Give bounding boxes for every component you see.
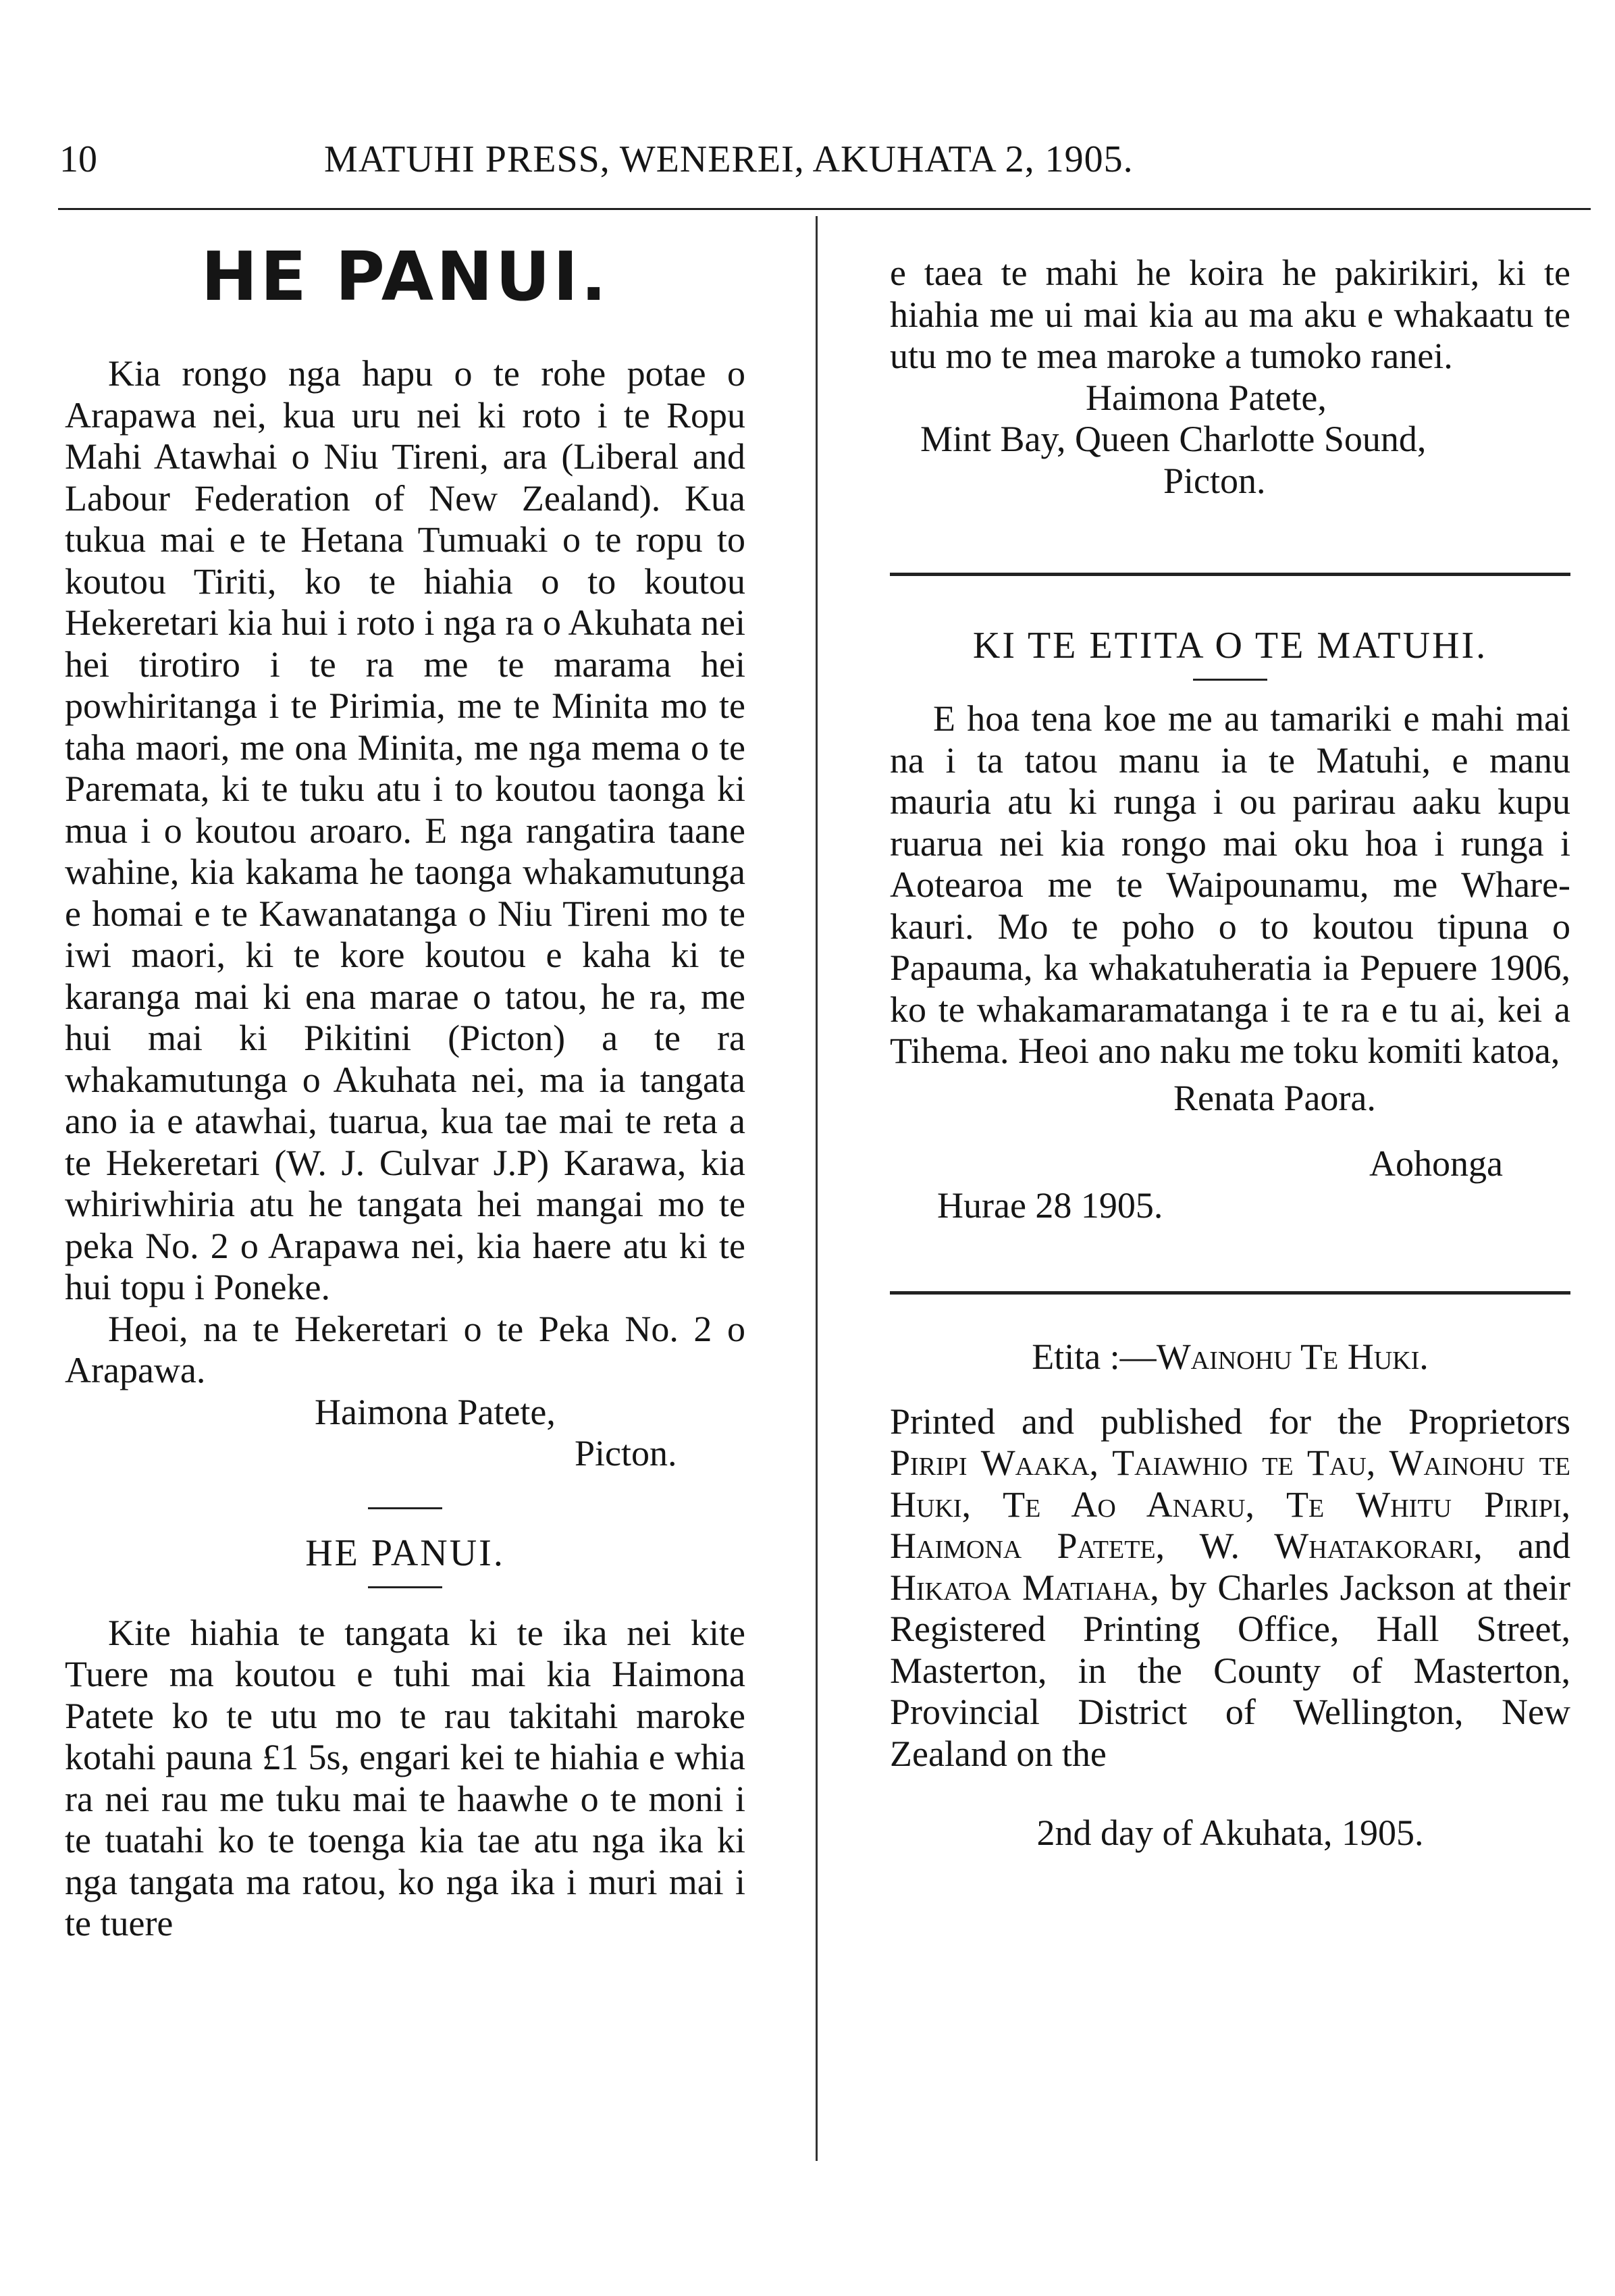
imprint-text: and: [1482, 1525, 1570, 1566]
notice-closing: Heoi, na te Hekeretari o te Peka No. 2 o Arapawa.: [65, 1308, 745, 1390]
imprint-text: Printed and published for the Proprietors: [890, 1401, 1570, 1442]
continued-signer: Haimona Patete,: [1086, 377, 1327, 418]
imprint-proprietors: Piripi Waaka, Taiawhio te Tau, Wainohu te Huki, Te Ao Anaru, Te Whitu Piripi, Haimona Patete, W. Whatakorari,: [890, 1442, 1570, 1566]
section-rule: [1193, 679, 1267, 681]
column-rule: [890, 573, 1570, 576]
continued-address: Mint Bay, Queen Charlotte Sound,: [920, 419, 1427, 459]
imprint: [890, 1401, 1570, 1775]
column-rule: [890, 1291, 1570, 1295]
letter-body: E hoa tena koe me au tamariki e mahi mai na i ta tatou manu ia te Matuhi, e manu mauria atu ki runga i ou parirau aaku kupu ruarua nei kia rongo mai oku hoa i runga i Aotearoa me te Waipounamu, me Whare-kauri. Mo te poho o to koutou tipuna o Papauma, ka whakatuheratia ia Pepuere 1906, ko te whakamaramatanga i te ra e tu ai, kei a Tihema. Heoi ano naku me toku komiti katoa,: [890, 698, 1570, 1071]
notice-signer: Haimona Patete,: [315, 1391, 556, 1432]
imprint-date: 2nd day of Akuhata, 1905.: [1036, 1812, 1424, 1853]
publication-line: MATUHI PRESS, WENEREI, AKUHATA 2, 1905.: [324, 138, 1134, 180]
right-column: [890, 253, 1570, 1854]
letter-place: Aohonga: [1369, 1143, 1503, 1184]
editor-name: Wainohu Te Huki.: [1156, 1336, 1429, 1377]
letter-date: Hurae 28 1905.: [937, 1184, 1163, 1226]
left-column: [65, 233, 745, 1945]
page-number: 10: [59, 138, 97, 180]
section-rule: [368, 1507, 442, 1509]
letter-signer: Renata Paora.: [1173, 1077, 1376, 1118]
notice-place: Picton.: [575, 1433, 677, 1473]
column-divider: [816, 216, 818, 2161]
page-header: [59, 128, 1572, 196]
continued-address: Picton.: [1163, 460, 1266, 501]
notice-body: Kia rongo nga hapu o te rohe potae o Arapawa nei, kua uru nei ki roto i te Ropu Mahi Atawhai o Niu Tireni, ara (Liberal and Labour Federation of New Zealand). Kua tukua mai e te Hetana Tumuaki o te ropu to koutou Tiriti, ko te hiahia o to koutou Hekeretari kia hui i roto i nga ra o Akuhata nei hei tirotiro i te ra me te marama hei powhiritanga i te Pirimia, me te Minita mo te taha maori, me ona Minita, me nga mema o te Paremata, ki te tuku atu i to koutou taonga ki mua i o koutou aroaro. E nga rangatira taane wahine, kia kakama he taonga whakamutunga e homai e te Kawanatanga o Niu Tireni mo te iwi maori, ki te kore koutou e kaha ki te karanga mai ki ena marae o tatou, he ra, me hui mai ki Pikitini (Picton) a te ra whakamutunga o Akuhata nei, ma ia tangata ano ia e atawhai, tuarua, kua tae mai te reta a te Hekeretari (W. J. Culvar J.P) Karawa, kia whiriwhiria atu he tangata hei mangai mo te peka No. 2 o Arapawa nei, kia haere atu ki te hui topu i Poneke.: [65, 353, 745, 1307]
continued-text: e taea te mahi he koira he pakirikiri, ki te hiahia me ui mai kia au ma aku e whakaatu te utu mo te mea maroke a tumoko ranei.: [890, 253, 1570, 376]
notice-title: HE PANUI.: [201, 237, 610, 316]
header-rule: [58, 208, 1591, 210]
editor-line: [890, 1336, 1570, 1378]
editor-label: Etita :—: [1032, 1336, 1157, 1377]
section2-body: Kite hiahia te tangata ki te ika nei kite Tuere ma koutou e tuhi mai kia Haimona Patete ko te utu mo te rau takitahi maroke kotahi pauna £1 5s, engari kei te hiahia e whia ra nei rau me tuku mai te haawhe o te moni i te tuatahi ko te toenga kia tae atu nga ika ki nga tangata ma ratou, ko nga ika i muri mai i te tuere: [65, 1612, 745, 1943]
section-rule: [368, 1586, 442, 1588]
imprint-text: by Charles Jackson at their Registered Printing Office, Hall Street, Masterton, in the County of Masterton, Provincial District of Wellington, New Zealand on the: [890, 1567, 1570, 1774]
section2-title: HE PANUI.: [305, 1532, 505, 1574]
imprint-proprietor-last: Hikatoa Matiaha,: [890, 1567, 1159, 1608]
letter-title: KI TE ETITA O TE MATUHI.: [972, 625, 1488, 667]
